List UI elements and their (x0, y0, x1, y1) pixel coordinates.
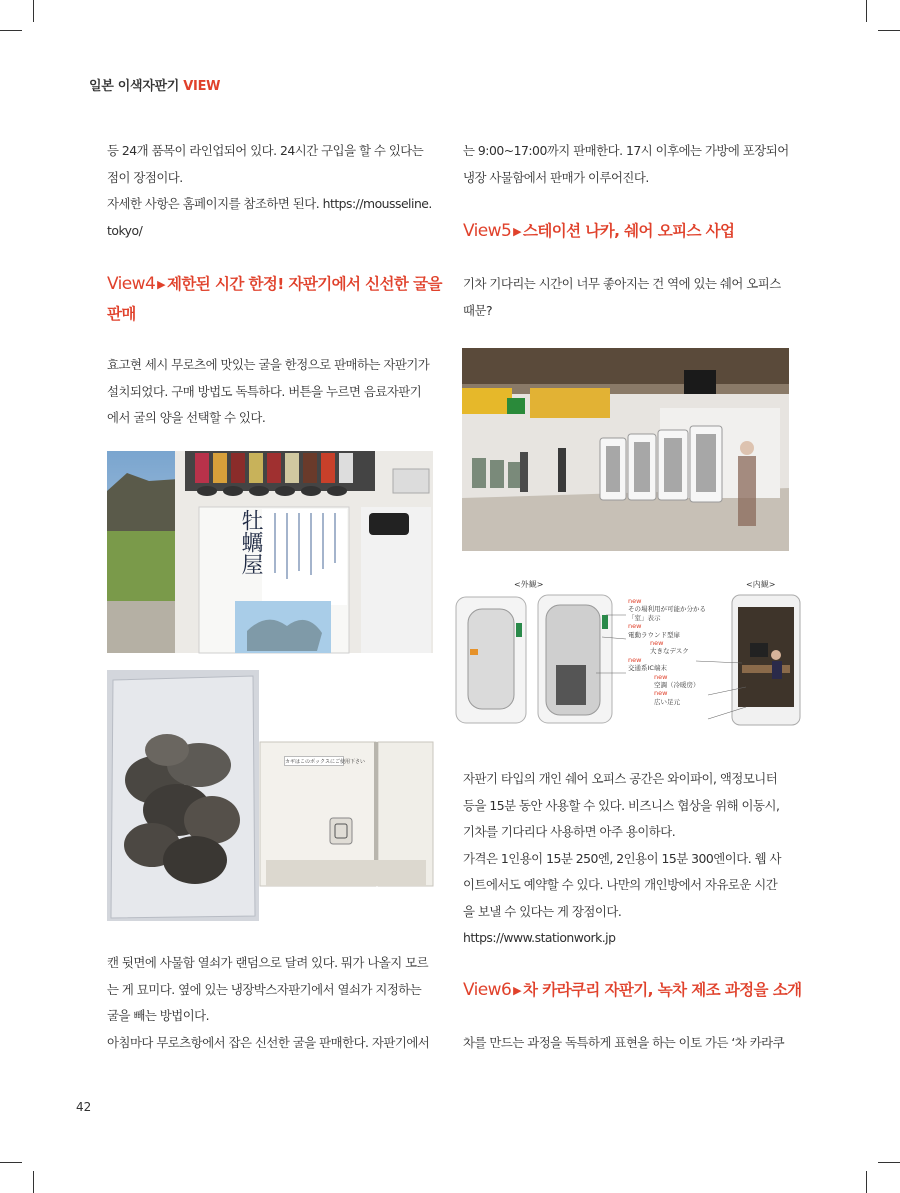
new-tag: new (628, 622, 642, 631)
new-tag: new (628, 655, 642, 664)
view6-heading (463, 976, 802, 1006)
view4-heading (107, 270, 442, 328)
callout-text: 交通系IC端末 (628, 664, 667, 673)
station-office-photo (462, 348, 789, 551)
callout-item (628, 656, 706, 673)
crop-mark (33, 1171, 34, 1193)
left-column (107, 138, 442, 432)
text-line: 점이 장점이다. (107, 169, 183, 185)
text-line: 차를 만드는 과정을 독특하게 표현을 하는 이토 가든 ‘차 카라쿠 (463, 1034, 785, 1050)
running-header (89, 75, 220, 94)
text-line: 냉장 사물함에서 판매가 이루어진다. (463, 169, 649, 185)
right-column (463, 138, 789, 324)
text-line: 기차 기다리는 시간이 너무 좋아지는 건 역에 있는 쉐어 오피스 (463, 276, 781, 291)
text-line: 는 9:00~17:00까지 판매한다. 17시 이후에는 가방에 포장되어 (463, 143, 789, 158)
locker-label: カギはこのボックスにご使用下さい (284, 756, 344, 766)
callout-list (628, 597, 706, 706)
crop-mark (866, 0, 867, 22)
oyster-vending-machine-photo (107, 451, 433, 653)
share-office-diagram (446, 575, 812, 735)
inside-view-label: <内観> (746, 580, 776, 589)
text-line: 캔 뒷면에 사물함 열쇠가 랜덤으로 달려 있다. 뭐가 나올지 모르 (107, 955, 429, 970)
locker-photo (260, 742, 433, 886)
callout-item (654, 673, 706, 690)
crop-mark (878, 30, 900, 31)
callout-text: 広い足元 (654, 697, 680, 706)
page-number: 42 (76, 1100, 92, 1114)
callout-text: その場利用が可能か分かる (628, 605, 706, 614)
view4-body2 (107, 950, 433, 1056)
text-line: 가격은 1인용이 15분 250엔, 2인용이 15분 300엔이다. 웹 사 (463, 850, 781, 866)
new-tag: new (628, 597, 642, 605)
callout-text: 「室」表示 (628, 613, 661, 622)
view5-body (463, 271, 789, 324)
text-line: 자판기 타입의 개인 쉐어 오피스 공간은 와이파이, 액정모니터 (463, 771, 778, 786)
view5-heading (463, 217, 789, 247)
new-tag: new (650, 639, 664, 648)
view4-title-line2: 판매 (107, 305, 136, 323)
text-line: 는 게 묘미다. 옆에 있는 냉장박스자판기에서 열쇠가 지정하는 (107, 981, 422, 997)
callout-item (650, 639, 706, 656)
right-intro-paragraph (463, 138, 789, 191)
new-tag: new (654, 672, 668, 681)
text-line: 을 보낼 수 있다는 게 장점이다. (463, 903, 622, 919)
crop-mark (0, 30, 22, 31)
outside-view-label: <外観> (514, 580, 544, 589)
view5-body2 (463, 766, 789, 952)
running-header-prefix: 일본 이색자판기 (89, 79, 184, 94)
view5-body2-column (463, 766, 802, 1056)
callout-item (628, 622, 706, 639)
view4-body2-column (107, 950, 433, 1056)
text-line: 등 24개 품목이 라인업되어 있다. 24시간 구입을 할 수 있다는 (107, 143, 424, 158)
running-header-accent: VIEW (183, 79, 221, 94)
left-intro-paragraph (107, 138, 433, 244)
new-tag: new (654, 689, 668, 698)
text-line: 효고현 세시 무로츠에 맛있는 굴을 한정으로 판매하는 자판기가 (107, 357, 430, 372)
view5-number: View5 (463, 221, 512, 241)
text-line: 아침마다 무로츠항에서 잡은 신선한 굴을 판매한다. 자판기에서 (107, 1034, 430, 1050)
text-line: 이트에서도 예약할 수 있다. 나만의 개인방에서 자유로운 시간 (463, 877, 778, 892)
view6-title: 차 카라쿠리 자판기, 녹차 제조 과정을 소개 (523, 980, 802, 999)
text-line: 설치되었다. 구매 방법도 독특하다. 버튼을 누르면 음료자판기 (107, 383, 422, 399)
callout-item (628, 597, 706, 614)
oyster-bag-photo (107, 670, 259, 921)
text-line: 굴을 빼는 방법이다. (107, 1008, 210, 1023)
crop-mark (0, 1162, 22, 1163)
text-line: 때문? (463, 302, 493, 318)
triangle-icon: ▶ (513, 983, 522, 997)
crop-mark (33, 0, 34, 22)
crop-mark (878, 1162, 900, 1163)
view4-number: View4 (107, 274, 156, 294)
callout-item (654, 689, 706, 706)
oyster-sign-text: 牡蠣屋 (238, 509, 263, 575)
view6-body (463, 1030, 789, 1057)
callout-text: 電動ラウンド型扉 (628, 630, 680, 639)
view5-title: 스테이션 나카, 쉐어 오피스 사업 (523, 222, 735, 240)
stationwork-link[interactable]: https://www.stationwork.jp (463, 930, 616, 945)
triangle-icon: ▶ (157, 278, 166, 291)
text-line: 기차를 기다리다 사용하면 아주 용이하다. (463, 824, 676, 839)
callout-text: 空調（冷暖房） (654, 681, 700, 690)
triangle-icon: ▶ (513, 225, 522, 238)
view4-body (107, 352, 433, 432)
text-line: 에서 굴의 양을 선택할 수 있다. (107, 410, 266, 425)
view4-title-line1: 제한된 시간 한정! 자판기에서 신선한 굴을 (167, 275, 442, 293)
callout-item (628, 614, 706, 622)
crop-mark (866, 1171, 867, 1193)
view6-number: View6 (463, 979, 512, 1000)
text-line: tokyo/ (107, 222, 143, 238)
callout-text: 大きなデスク (650, 647, 689, 656)
text-line: 등을 15분 동안 사용할 수 있다. 비즈니스 협상을 위해 이동시, (463, 797, 780, 813)
text-line: 자세한 사항은 홈페이지를 참조하면 된다. https://mousseline. (107, 196, 432, 211)
